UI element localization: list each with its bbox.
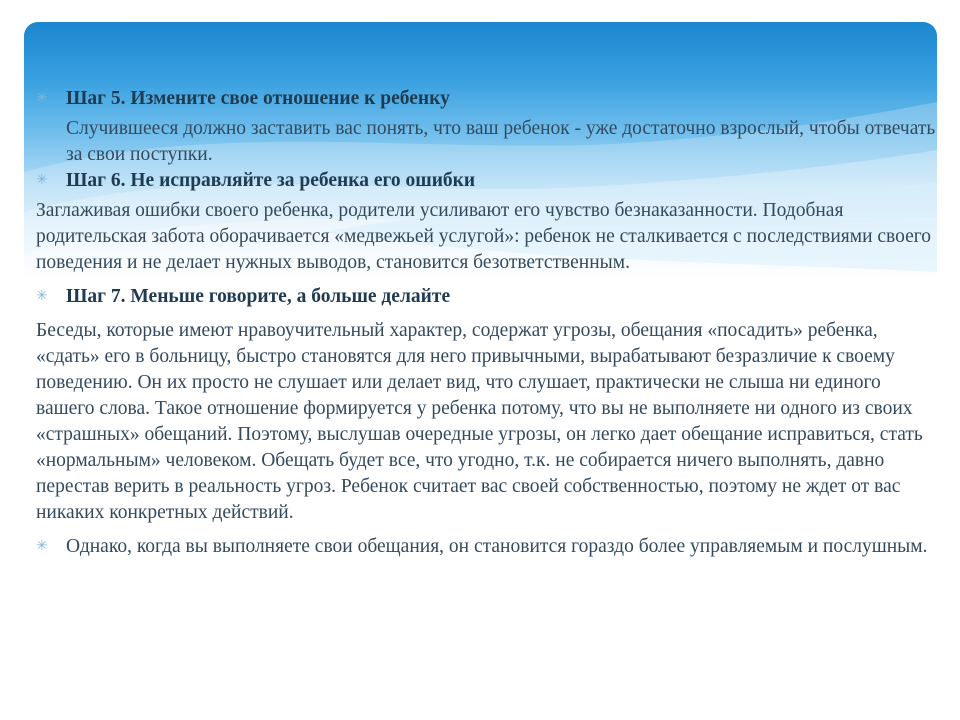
slide-content bbox=[36, 86, 936, 560]
closing-item bbox=[36, 534, 936, 560]
bullet-star-icon: ✳ bbox=[36, 173, 48, 188]
step5-body: Случившееся должно заставить вас понять, что ваш ребенок - уже достаточно взрослый, чтобы отвечать за свои поступки. bbox=[66, 118, 936, 165]
step7-body: Беседы, которые имеют нравоучительный характер, содержат угрозы, обещания «посадить» ребенка, «сдать» его в больницу, быстро становятся для него привычными, вырабатывают безразличие к своему поведению. Он их просто не слушает или делает вид, что слушает, практически не слыша ни единого вашего слова. Такое отношение формируется у ребенка потому, что вы не выполняете ни одного из своих «страшных» обещаний. Поэтому, выслушав очередные угрозы, он легко дает обещание исправиться, стать «нормальным» человеком. Обещать будет все, что угодно, т.к. не собирается ничего выполнять, давно перестав верить в реальность угроз. Ребенок считает вас своей собственностью, поэтому не ждет от вас никаких конкретных действий. bbox=[36, 320, 923, 523]
bullet-star-icon: ✳ bbox=[36, 539, 48, 554]
step6-body: Заглаживая ошибки своего ребенка, родители усиливают его чувство безнаказанности. Подобная родительская забота оборачивается «медвежьей услугой»: ребенок не сталкивается с последствиями своего поведения и не делает нужных выводов, становится безответственным. bbox=[36, 200, 932, 273]
closing-text: Однако, когда вы выполняете свои обещания, он становится гораздо более управляемым и послушным. bbox=[66, 536, 928, 557]
step7-heading: Шаг 7. Меньше говорите, а больше делайте bbox=[66, 286, 451, 307]
step5-item bbox=[36, 86, 936, 168]
bullet-star-icon: ✳ bbox=[36, 289, 48, 304]
step6-heading: Шаг 6. Не исправляйте за ребенка его ошибки bbox=[66, 170, 476, 191]
step7-item bbox=[36, 284, 936, 310]
bullet-star-icon: ✳ bbox=[36, 91, 48, 106]
step6-item bbox=[36, 168, 936, 194]
step5-heading: Шаг 5. Измените свое отношение к ребенку bbox=[66, 88, 450, 109]
